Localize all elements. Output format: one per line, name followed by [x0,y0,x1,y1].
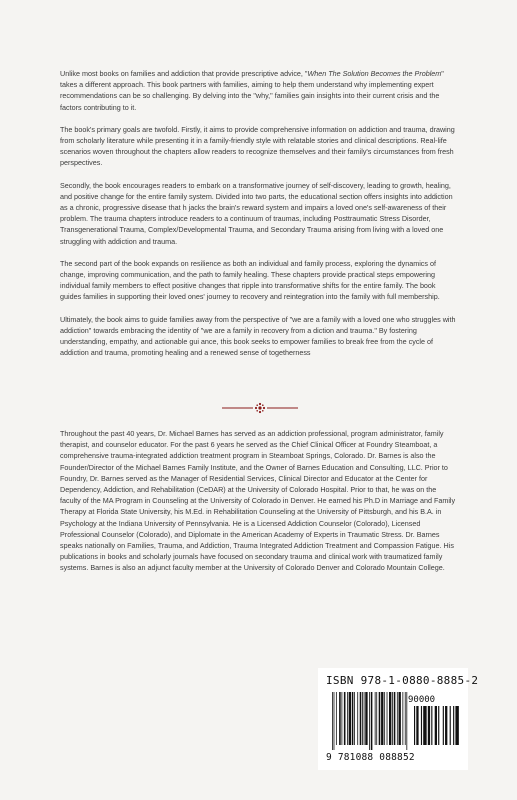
description-block [60,68,458,369]
barcode-addon-bars [414,706,460,750]
barcode-bar [438,706,439,745]
barcode-bar [405,692,406,745]
barcode-bar [357,692,358,745]
barcode-bar [369,692,370,750]
barcode-bar [334,692,335,750]
intro-paragraph-2: The book's primary goals are twofold. Firstly, it aims to provide comprehensive information on addiction and trauma, drawing from scholarly literature while presenting it in a family-friendly style with relatable stories and clinical descriptions. Real-life scenarios woven throughout the chapters allow readers to recognize themselves and their family's circumstances from fresh perspectives. [60,124,455,168]
barcode-bar [360,692,362,745]
intro-paragraph-4: The second part of the book expands on resilience as both an individual and family process, exploring the dynamics of change, improving communication, and the path to family healing. These chapters provide practical steps empowering individual family members to effect positive changes that ripple into transformative shifts for the entire family. The book guides families in supporting their loved ones' journey to recovery and reintegration into the family with full membership. [60,258,440,302]
barcode-bar [349,692,351,745]
barcode-main-bars [332,692,408,750]
barcode-bar [332,692,333,750]
barcode-bar [402,692,403,745]
barcode-bar [376,692,377,745]
barcode-bar [362,692,363,745]
barcode-bar [339,692,341,745]
barcode-bar [453,706,454,745]
barcode-bar [394,692,396,745]
barcode-bar [364,692,365,745]
barcode-bar [423,706,426,745]
barcode-bar [414,706,415,745]
intro-paragraph-3: Secondly, the book encourages readers to embark on a transformative journey of self-discovery, leading to growth, healing, and positive change for the entire family system. Divided into two parts, the educational section offers insights into addiction as a chronic, progressive disease that h jacks the brain's reward system and impairs a loved one's self-awareness of their problem. The trauma chapters introduce readers to a continuum of traumas, including Posttraumatic Stress Disorder, Transgenerational Trauma, Complex/Developmental Trauma, and Secondary Trauma arising from living with a loved one struggling with addiction and trauma. [60,180,453,246]
barcode-bar [336,692,337,745]
barcode-bar [342,692,343,745]
barcode-bar [375,692,376,745]
ornament-divider [220,402,300,414]
barcode-bar [428,706,430,745]
barcode-bar [445,706,447,745]
barcode-bar [354,692,355,745]
barcode-bar [421,706,422,745]
barcode-bar [384,692,385,745]
intro-paragraph-1 [60,68,458,113]
barcode-bar [387,692,388,745]
intro-paragraph-1-lead: Unlike most books on families and addiction that provide prescriptive advice, " [60,69,308,78]
ornament-flourish-icon [255,403,265,413]
book-title-inline: When The Solution Becomes the Problem [307,69,442,78]
barcode-digits: 9 781088 088852 [326,752,415,763]
barcode-bar [397,692,398,745]
isbn-label: ISBN 978-1-0880-8885-2 [326,674,479,687]
barcode-bar [352,692,354,745]
barcode-bar [347,692,348,745]
barcode-bar [443,706,444,745]
barcode-bar [371,692,373,750]
barcode-bar [450,706,451,745]
barcode-bar [365,692,367,745]
intro-paragraph-5: Ultimately, the book aims to guide families away from the perspective of "we are a family with a loved one who struggles with addiction" towards embracing the identity of "we are a family in recovery from a diction and trauma." By fostering understanding, empathy, and actionable gui ance, this book seeks to empower families to break free from the cycle of addiction and trauma, promoting healing and a renewed sense of togetherness [60,314,456,358]
barcode-bar [344,692,346,745]
isbn-barcode [318,668,479,770]
barcode-bar [392,692,393,745]
price-code: 90000 [408,695,436,705]
intro-paragraph-1-rest: " takes a different approach. This book partners with families, aiming to help them understand why implementing expert recommendations can be so challenging. By delving into the "why," families gain insights into their current crisis and the factors contributing to it. [60,69,444,112]
barcode-bar [389,692,391,745]
barcode-bar [381,692,383,745]
barcode-bar [431,706,432,745]
barcode-bar [399,692,401,745]
barcode-bar [435,706,437,745]
barcode-bar [416,706,418,745]
barcode-bar [379,692,381,745]
author-bio [60,428,458,585]
barcode-bar [455,706,458,745]
author-bio-paragraph: Throughout the past 40 years, Dr. Michael Barnes has served as an addiction professional, program administrator, family therapist, and counselor educator. For the past 6 years he served as the Chief Clinical Officer at Foundry Steamboat, a comprehensive trauma-integrated addiction treatment program in Steamboat Springs, Colorado. Dr. Barnes is also the Founder/Director of the Michael Barnes Family Institute, and the Owner of Barnes Education and Consulting, LLC. Prior to Foundry, Dr. Barnes served as the Manager of Residential Services, Clinical Director and Educator at the Center for Dependency, Addiction, and Rehabilitation (CeDAR) at the University of Colorado Hospital. Prior to that, he was on the faculty of the MA Program in Counseling at the University of Colorado in Denver. He earned his Ph.D in Marriage and Family Therapy at Florida State University, his M.Ed. in Rehabilitation Counseling at the University of Pittsburgh, and his B.A. in Psychology at the Indiana University of Pennsylvania. He is a Licensed Addiction Counselor (Colorado), Licensed Professional Counselor (Colorado), and Diplomate in the American Academy of Experts in Traumatic Stress. Dr. Barnes speaks nationally on Families, Trauma, and Addiction, Trauma Integrated Addiction Treatment and Compassion Fatigue. His publications in books and scholarly journals have focused on secondary trauma and clinical work with traumatized family systems. Barnes is also an adjunct faculty member at the University of Colorado Denver and Colorado Mountain College. [60,429,456,573]
